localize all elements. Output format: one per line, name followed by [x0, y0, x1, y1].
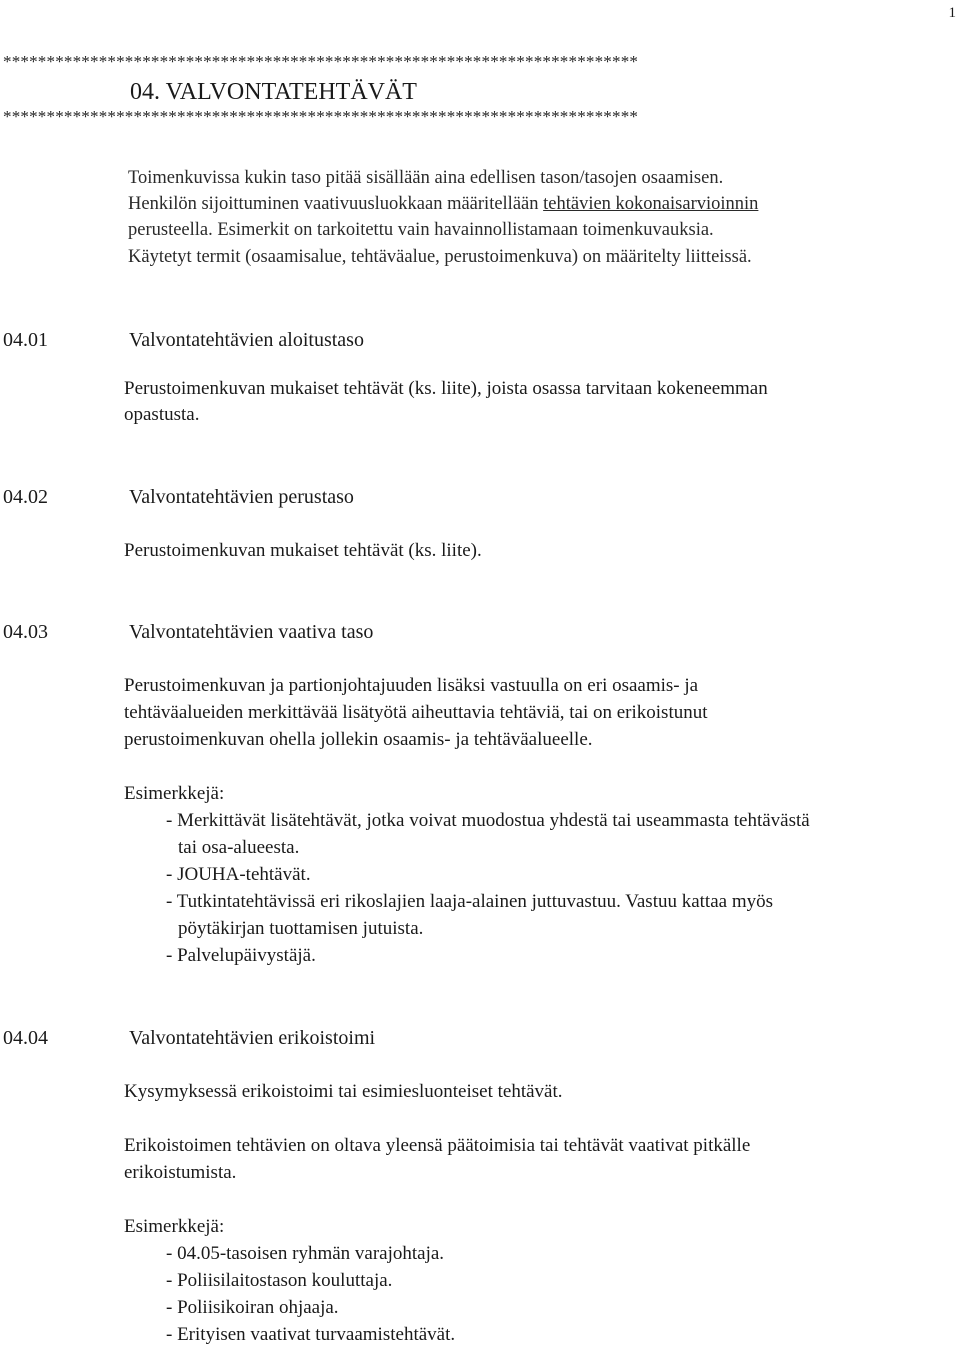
section-text: Kysymyksessä erikoistoimi tai esimiesluonteiset tehtävät. — [124, 1081, 563, 1102]
example-item-continuation: tai osa-alueesta. — [178, 837, 300, 858]
section-heading: Valvontatehtävien erikoistoimi — [129, 1027, 376, 1049]
intro-line-4: Käytetyt termit (osaamisalue, tehtäväalue, perustoimenkuva) on määritelty liitteissä. — [128, 247, 752, 267]
example-item: - 04.05-tasoisen ryhmän varajohtaja. — [166, 1243, 445, 1264]
section-text: erikoistumista. — [124, 1162, 237, 1183]
section-text: perustoimenkuvan ohella jollekin osaamis- ja tehtäväalueelle. — [124, 729, 593, 750]
asterisk-divider-top: ************************************************************************* — [3, 52, 639, 71]
page-title: 04. VALVONTATEHTÄVÄT — [130, 79, 417, 105]
section-heading: Valvontatehtävien vaativa taso — [129, 621, 374, 643]
intro-line-2-text: Henkilön sijoittuminen vaativuusluokkaan määritellään — [128, 194, 544, 214]
examples-label: Esimerkkejä: — [124, 1216, 225, 1237]
section-number: 04.01 — [3, 329, 48, 351]
example-item: - Erityisen vaativat turvaamistehtävät. — [166, 1324, 456, 1345]
example-item: - JOUHA-tehtävät. — [166, 864, 311, 885]
example-item-continuation: pöytäkirjan tuottamisen jutuista. — [178, 918, 424, 939]
section-heading: Valvontatehtävien aloitustaso — [129, 329, 364, 351]
section-number: 04.02 — [3, 486, 48, 508]
section-text: tehtäväalueiden merkittävää lisätyötä aiheuttavia tehtäviä, tai on erikoistunut — [124, 702, 708, 723]
section-text: Perustoimenkuvan mukaiset tehtävät (ks. liite), joista osassa tarvitaan kokeneemman — [124, 378, 768, 399]
page-number: 1 — [948, 5, 956, 21]
intro-underlined-phrase: tehtävien kokonaisarvioinnin — [543, 194, 759, 214]
section-text: Perustoimenkuvan mukaiset tehtävät (ks. liite). — [124, 540, 482, 561]
intro-line-3: perusteella. Esimerkit on tarkoitettu vain havainnollistamaan toimenkuvauksia. — [128, 220, 714, 240]
intro-line-2 — [128, 195, 758, 214]
section-number: 04.03 — [3, 621, 48, 643]
example-item: - Merkittävät lisätehtävät, jotka voivat muodostua yhdestä tai useammasta tehtävästä — [166, 810, 810, 831]
section-number: 04.04 — [3, 1027, 48, 1049]
example-item: - Palvelupäivystäjä. — [166, 945, 316, 966]
intro-line-1: Toimenkuvissa kukin taso pitää sisällään aina edellisen tason/tasojen osaamisen. — [128, 168, 724, 188]
section-text: Perustoimenkuvan ja partionjohtajuuden lisäksi vastuulla on eri osaamis- ja — [124, 675, 699, 696]
example-item: - Poliisilaitostason kouluttaja. — [166, 1270, 393, 1291]
section-text: opastusta. — [124, 404, 200, 425]
section-text: Erikoistoimen tehtävien on oltava yleensä päätoimisia tai tehtävät vaativat pitkälle — [124, 1135, 751, 1156]
examples-label: Esimerkkejä: — [124, 783, 225, 804]
section-heading: Valvontatehtävien perustaso — [129, 486, 354, 508]
asterisk-divider-bottom: ************************************************************************* — [3, 107, 639, 126]
example-item: - Tutkintatehtävissä eri rikoslajien laaja-alainen juttuvastuu. Vastuu kattaa myös — [166, 891, 773, 912]
example-item: - Poliisikoiran ohjaaja. — [166, 1297, 339, 1318]
